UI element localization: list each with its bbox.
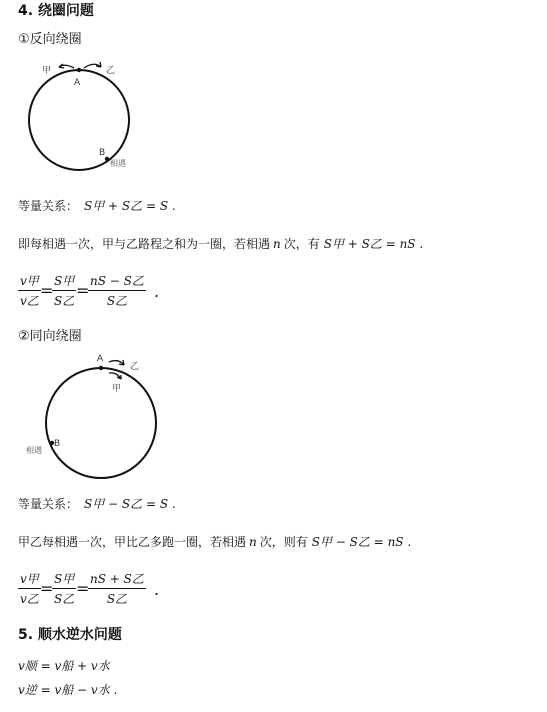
subheading-same: ②同向绕圈 [18, 329, 82, 344]
equality-1: 等量关系： S甲 + S乙 = S . [18, 199, 176, 213]
equality-2-formula: S甲 − S乙 = S . [84, 497, 176, 511]
section-5-title: 5. 顺水逆水问题 [18, 627, 122, 643]
label-a: A [74, 78, 81, 88]
same-direction-circle-diagram [20, 348, 165, 483]
label-meet: 相遇 [26, 446, 42, 455]
point-b [105, 157, 109, 161]
label-jia: 甲 [42, 66, 52, 76]
equality-2: 等量关系： S甲 − S乙 = S . [18, 497, 176, 511]
label-yi: 乙 [106, 66, 116, 76]
label-jia: 甲 [112, 384, 122, 394]
explanation-2: 甲乙每相遇一次，甲比乙多跑一圈，若相遇 n 次，则有 S甲 − S乙 = nS . [18, 535, 412, 549]
formula-upstream: v逆 = v船 − v水 . [18, 683, 118, 697]
ratio-1: v甲 v乙 = S甲 S乙 = nS − S乙 S乙 . [20, 274, 160, 308]
formula-downstream: v顺 = v船 + v水 [18, 659, 110, 673]
label-a: A [97, 354, 104, 364]
equality-1-formula: S甲 + S乙 = S . [84, 199, 176, 213]
section-4-title: 4. 绕圈问题 [18, 3, 94, 19]
reverse-circle-diagram [18, 55, 148, 180]
explanation-1: 即每相遇一次，甲与乙路程之和为一圈，若相遇 n 次，有 S甲 + S乙 = nS . [18, 237, 424, 251]
label-b: B [99, 148, 106, 158]
point-a [77, 68, 81, 72]
track-circle [46, 368, 156, 478]
ratio-2: v甲 v乙 = S甲 S乙 = nS + S乙 S乙 . [20, 572, 160, 606]
subheading-reverse: ①反向绕圈 [18, 32, 82, 47]
label-meet: 相遇 [110, 159, 126, 168]
label-b: B [54, 439, 61, 449]
label-yi: 乙 [130, 362, 140, 372]
point-a [99, 366, 103, 370]
